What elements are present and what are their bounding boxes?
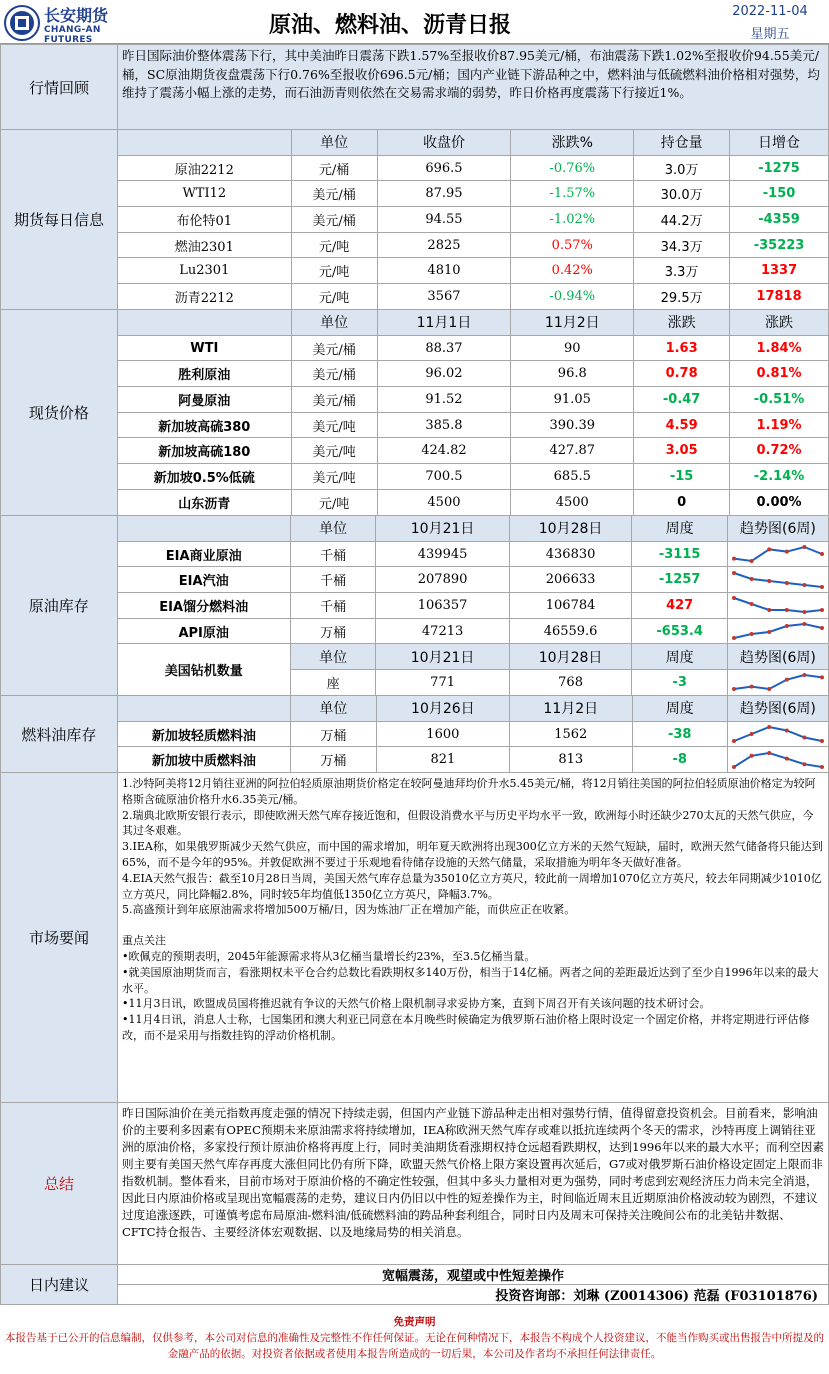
consult-text: 投资咨询部：刘琳 (Z0014306) 范磊 (F03101876)	[118, 1285, 829, 1305]
spot-header-pct: 涨跌	[730, 310, 829, 336]
table-row	[1, 258, 829, 284]
inv-w1: 106357	[376, 593, 509, 619]
spot-header-d2: 11月2日	[511, 310, 634, 336]
futures-doi: -1275	[730, 155, 829, 181]
spot-unit: 美元/桶	[291, 335, 377, 361]
fuel-header-w1: 10月26日	[376, 696, 509, 722]
futures-doi: -4359	[730, 207, 829, 233]
futures-name: WTI12	[117, 181, 291, 207]
spot-pct: -2.14%	[730, 464, 829, 490]
rig-w2: 768	[509, 670, 632, 696]
review-label: 行情回顾	[1, 45, 118, 130]
futures-unit: 元/吨	[291, 258, 377, 284]
futures-name: Lu2301	[117, 258, 291, 284]
fuel-unit: 万桶	[291, 721, 377, 747]
inv-unit: 千桶	[290, 541, 376, 567]
table-row	[1, 438, 829, 464]
futures-close: 3567	[377, 284, 511, 310]
table-row	[1, 464, 829, 490]
spot-unit: 美元/桶	[291, 387, 377, 413]
table-row	[1, 335, 829, 361]
sparkline-chart	[730, 543, 826, 565]
fuel-w2: 1562	[510, 721, 632, 747]
rig-header-trend: 趋势图(6周)	[727, 644, 828, 670]
futures-chg: -0.94%	[511, 284, 634, 310]
spot-chg: -15	[634, 464, 730, 490]
spot-d2: 390.39	[511, 412, 634, 438]
spot-header-unit: 单位	[291, 310, 377, 336]
inventory-header-chg: 周度	[632, 516, 728, 542]
spot-header-chg: 涨跌	[634, 310, 730, 336]
fuel-header-trend: 趋势图(6周)	[727, 696, 828, 722]
futures-table	[0, 129, 829, 310]
table-row	[1, 567, 829, 593]
inv-unit: 千桶	[290, 567, 376, 593]
inv-unit: 万桶	[290, 618, 376, 644]
weekday-text: 星期五	[750, 27, 790, 42]
inv-name: EIA汽油	[117, 567, 290, 593]
sparkline-point	[785, 678, 789, 682]
fuel-chg: -38	[632, 721, 727, 747]
spot-pct: 0.81%	[730, 361, 829, 387]
summary-label: 总结	[1, 1103, 118, 1265]
futures-oi: 3.3万	[634, 258, 730, 284]
sparkline-point	[802, 673, 806, 677]
futures-close: 94.55	[377, 207, 511, 233]
fuel-w1: 821	[376, 747, 509, 773]
inv-w1: 207890	[376, 567, 509, 593]
news-item: 4.EIA天然气报告：截至10月28日当周，美国天然气库存总量为35010亿立方英尺，较此前一周增加1070亿立方英尺，较去年同期减少1010亿立方英尺，同比降幅2.8%，同时较5年均值低1350亿立方英尺，降幅3.7%。	[122, 871, 822, 901]
inv-name: EIA馏分燃料油	[117, 593, 290, 619]
spot-label: 现货价格	[1, 310, 118, 516]
futures-header-oi: 持仓量	[634, 130, 730, 156]
spot-header-blank	[117, 310, 291, 336]
sparkline-point	[767, 725, 771, 729]
date-text: 2022-11-04	[732, 4, 808, 19]
spot-chg: 0	[634, 489, 730, 515]
fuel-header-chg: 周度	[632, 696, 727, 722]
fuel-w1: 1600	[376, 721, 509, 747]
sparkline-point	[732, 596, 736, 600]
sparkline-point	[802, 610, 806, 614]
spot-d1: 88.37	[377, 335, 511, 361]
futures-name: 燃油2301	[117, 232, 291, 258]
futures-chg: -1.02%	[511, 207, 634, 233]
spot-name: 新加坡高硫380	[117, 412, 291, 438]
futures-unit: 元/吨	[291, 284, 377, 310]
futures-label: 期货每日信息	[1, 130, 118, 310]
table-row	[1, 361, 829, 387]
spot-unit: 美元/吨	[291, 438, 377, 464]
futures-unit: 美元/桶	[291, 181, 377, 207]
spot-unit: 美元/桶	[291, 361, 377, 387]
spot-name: 阿曼原油	[117, 387, 291, 413]
table-row	[1, 747, 829, 773]
spot-d1: 700.5	[377, 464, 511, 490]
advice-section	[0, 1264, 829, 1305]
inv-chg: -3115	[632, 541, 728, 567]
sparkline-chart	[730, 723, 826, 745]
sparkline-point	[767, 547, 771, 551]
sparkline-point	[732, 571, 736, 575]
futures-unit: 元/桶	[291, 155, 377, 181]
rig-header-w2: 10月28日	[509, 644, 632, 670]
inv-w2: 46559.6	[509, 618, 632, 644]
sparkline-point	[785, 608, 789, 612]
sparkline-point	[820, 739, 824, 743]
futures-chg: 0.57%	[511, 232, 634, 258]
sparkline-point	[750, 685, 754, 689]
focus-item: •欧佩克的预期表明，2045年能源需求将从3亿桶当量增长约23%，至3.5亿桶当量。	[122, 949, 536, 963]
inventory-header-unit: 单位	[290, 516, 376, 542]
sparkline-point	[802, 545, 806, 549]
sparkline-point	[767, 687, 771, 691]
spot-d2: 90	[511, 335, 634, 361]
fuel-unit: 万桶	[291, 747, 377, 773]
inv-trend	[727, 618, 828, 644]
sparkline-point	[732, 739, 736, 743]
rig-w1: 771	[376, 670, 509, 696]
sparkline-line	[734, 547, 822, 561]
sparkline-point	[785, 581, 789, 585]
futures-name: 沥青2212	[117, 284, 291, 310]
table-row	[1, 618, 829, 644]
spot-pct: 1.84%	[730, 335, 829, 361]
sparkline-point	[802, 622, 806, 626]
inventory-header-w2: 10月28日	[509, 516, 632, 542]
disclaimer-text: 本报告基于已公开的信息编制，仅供参考，本公司对信息的准确性及完整性不作任何保证。无论在何种情况下，本报告不构成个人投资建议，不能当作购买或出售报告中所提及的金融产品的依据。对投资者依据或者使用本报告所造成的一切后果，本公司及作者均不承担任何法律责任。	[5, 1332, 824, 1360]
fuel-header-blank	[117, 696, 290, 722]
news-label: 市场要闻	[1, 773, 118, 1103]
sparkline-line	[734, 573, 822, 587]
futures-chg: -1.57%	[511, 181, 634, 207]
sparkline-point	[732, 557, 736, 561]
futures-header-doi: 日增仓	[730, 130, 829, 156]
news-content	[118, 773, 829, 1103]
table-row	[1, 593, 829, 619]
focus-item: •11月4日讯，消息人士称，七国集团和澳大利亚已同意在本月晚些时候确定为俄罗斯石油价格上限时设定一个固定价格，并将定期进行评估修改，而不是采用与指数挂钩的浮动价格机制。	[122, 1013, 810, 1042]
spot-pct: 0.72%	[730, 438, 829, 464]
spot-d1: 96.02	[377, 361, 511, 387]
futures-chg: 0.42%	[511, 258, 634, 284]
futures-name: 布伦特01	[117, 207, 291, 233]
spot-d2: 96.8	[511, 361, 634, 387]
futures-header-blank	[117, 130, 291, 156]
inv-trend	[727, 593, 828, 619]
futures-close: 2825	[377, 232, 511, 258]
table-row	[1, 155, 829, 181]
inv-w2: 436830	[509, 541, 632, 567]
table-row	[1, 412, 829, 438]
focus-item: •11月3日讯，欧盟成员国将推迟就有争议的天然气价格上限机制寻求妥协方案，直到下周召开有关该问题的技术研讨会。	[122, 997, 711, 1011]
sparkline-chart	[730, 569, 826, 591]
rig-header-w1: 10月21日	[376, 644, 509, 670]
spot-pct: 1.19%	[730, 412, 829, 438]
sparkline-point	[732, 765, 736, 769]
fuel-trend	[727, 721, 828, 747]
sparkline-chart	[730, 671, 826, 693]
sparkline-point	[820, 765, 824, 769]
table-row	[1, 284, 829, 310]
inv-trend	[727, 567, 828, 593]
inv-w2: 106784	[509, 593, 632, 619]
inventory-header-w1: 10月21日	[376, 516, 509, 542]
table-row	[1, 541, 829, 567]
futures-header-unit: 单位	[291, 130, 377, 156]
rig-header-chg: 周度	[632, 644, 728, 670]
summary-section	[0, 1102, 829, 1265]
sparkline-point	[767, 751, 771, 755]
fuel-inventory-table	[0, 695, 829, 773]
news-section	[0, 772, 829, 1103]
sparkline-point	[785, 624, 789, 628]
futures-unit: 美元/桶	[291, 207, 377, 233]
futures-oi: 44.2万	[634, 207, 730, 233]
sparkline-point	[750, 577, 754, 581]
fuel-header-w2: 11月2日	[510, 696, 632, 722]
spot-pct: 0.00%	[730, 489, 829, 515]
sparkline-point	[820, 676, 824, 680]
inv-w2: 206633	[509, 567, 632, 593]
spot-unit: 美元/吨	[291, 464, 377, 490]
spot-name: 胜利原油	[117, 361, 291, 387]
futures-chg: -0.76%	[511, 155, 634, 181]
sparkline-point	[820, 552, 824, 556]
spot-d1: 91.52	[377, 387, 511, 413]
spot-name: 新加坡高硫180	[117, 438, 291, 464]
rig-trend	[727, 670, 828, 696]
inv-w1: 47213	[376, 618, 509, 644]
fuel-name: 新加坡轻质燃料油	[117, 721, 290, 747]
futures-doi: 17818	[730, 284, 829, 310]
spot-d2: 91.05	[511, 387, 634, 413]
table-row	[1, 387, 829, 413]
sparkline-point	[732, 687, 736, 691]
advice-text: 宽幅震荡，观望或中性短差操作	[118, 1265, 829, 1285]
sparkline-point	[802, 762, 806, 766]
spot-d2: 685.5	[511, 464, 634, 490]
sparkline-point	[802, 736, 806, 740]
futures-header-close: 收盘价	[377, 130, 511, 156]
spot-d1: 385.8	[377, 412, 511, 438]
spot-chg: -0.47	[634, 387, 730, 413]
spot-d2: 4500	[511, 489, 634, 515]
table-row	[1, 232, 829, 258]
focus-item: •就美国原油期货而言，看涨期权未平仓合约总数比看跌期权多140万份，相当于14亿桶。两者之间的差距最近达到了至少自1996年以来的最大水平。	[122, 965, 819, 995]
futures-doi: -150	[730, 181, 829, 207]
sparkline-point	[767, 579, 771, 583]
spot-name: 新加坡0.5%低硫	[117, 464, 291, 490]
sparkline-point	[750, 632, 754, 636]
fuel-header-unit: 单位	[291, 696, 377, 722]
futures-doi: 1337	[730, 258, 829, 284]
futures-unit: 元/吨	[291, 232, 377, 258]
sparkline-point	[767, 608, 771, 612]
sparkline-point	[785, 729, 789, 733]
fuel-inventory-label: 燃料油库存	[1, 696, 118, 773]
table-row	[1, 721, 829, 747]
logo-cn: 长安期货	[44, 6, 109, 25]
sparkline-point	[750, 732, 754, 736]
sparkline-point	[750, 754, 754, 758]
inv-unit: 千桶	[290, 593, 376, 619]
futures-oi: 3.0万	[634, 155, 730, 181]
sparkline-point	[820, 608, 824, 612]
review-text: 昨日国际油价整体震荡下行，其中美油昨日震荡下跌1.57%至报收价87.95美元/桶，布油震荡下跌1.02%至报收价94.55美元/桶，SC原油期货夜盘震荡下行0.76%至报收价696.5元/桶；国内产业链下游品种之中，燃料油与低硫燃料油价格相对强势，均维持了震荡小幅上涨的走势，而石油沥青则依然在交易需求端的弱势，昨日价格再度震荡下行接近1%。	[118, 45, 829, 130]
spot-d1: 4500	[377, 489, 511, 515]
sparkline-point	[750, 602, 754, 606]
table-row	[1, 181, 829, 207]
spot-chg: 3.05	[634, 438, 730, 464]
futures-oi: 30.0万	[634, 181, 730, 207]
inv-trend	[727, 541, 828, 567]
news-item: 3.IEA称，如果俄罗斯减少天然气供应，而中国的需求增加，明年夏天欧洲将出现300亿立方米的天然气短缺，届时，欧洲天然气储备将只能达到65%，而不是今年的95%。并敦促欧洲不要过于乐观地看待储存设施的天然气储量，采取措施为明年冬天做好准备。	[122, 840, 823, 869]
rig-name: 美国钻机数量	[117, 644, 290, 695]
futures-doi: -35223	[730, 232, 829, 258]
report-title: 原油、燃料油、沥青日报	[268, 13, 511, 38]
disclaimer-title: 免责声明	[393, 1316, 436, 1328]
futures-close: 696.5	[377, 155, 511, 181]
futures-close: 87.95	[377, 181, 511, 207]
spot-table	[0, 309, 829, 516]
rig-chg: -3	[632, 670, 728, 696]
inv-chg: -653.4	[632, 618, 728, 644]
inv-name: API原油	[117, 618, 290, 644]
sparkline-point	[802, 583, 806, 587]
rig-unit: 座	[290, 670, 376, 696]
advice-label: 日内建议	[1, 1265, 118, 1305]
news-item: 1.沙特阿美将12月销往亚洲的阿拉伯轻质原油期货价格定在较阿曼迪拜均价升水5.45美元/桶，将12月销往美国的阿拉伯轻质原油价格定为较阿格斯含硫原油价格升水6.35美元/桶。	[122, 777, 816, 806]
sparkline-line	[734, 624, 822, 638]
sparkline-point	[750, 559, 754, 563]
sparkline-chart	[730, 620, 826, 642]
news-item: 2.瑞典北欧斯安银行表示，即使欧洲天然气库存接近饱和，但假设消费水平与历史平均水平一致，欧洲每小时还缺少270太瓦的天然气供应，今其过冬艰难。	[122, 808, 814, 838]
sparkline-chart	[730, 749, 826, 771]
sparkline-chart	[730, 594, 826, 616]
sparkline-point	[767, 630, 771, 634]
report-header	[0, 0, 829, 44]
sparkline-point	[732, 636, 736, 640]
sparkline-line	[734, 753, 822, 767]
inv-name: EIA商业原油	[117, 541, 290, 567]
fuel-w2: 813	[510, 747, 632, 773]
report-date	[725, 4, 815, 42]
focus-title: 重点关注	[122, 934, 166, 948]
sparkline-point	[785, 756, 789, 760]
spot-name: 山东沥青	[117, 489, 291, 515]
review-section	[0, 44, 829, 130]
fuel-chg: -8	[632, 747, 727, 773]
rig-header-unit: 单位	[290, 644, 376, 670]
futures-close: 4810	[377, 258, 511, 284]
fuel-name: 新加坡中质燃料油	[117, 747, 290, 773]
spot-unit: 美元/吨	[291, 412, 377, 438]
futures-oi: 34.3万	[634, 232, 730, 258]
spot-pct: -0.51%	[730, 387, 829, 413]
sparkline-point	[820, 585, 824, 589]
inventory-header-blank	[117, 516, 290, 542]
company-logo	[4, 3, 144, 43]
inventory-header-trend: 趋势图(6周)	[727, 516, 828, 542]
spot-name: WTI	[117, 335, 291, 361]
inv-chg: -1257	[632, 567, 728, 593]
futures-name: 原油2212	[117, 155, 291, 181]
inv-w1: 439945	[376, 541, 509, 567]
summary-text: 昨日国际油价在美元指数再度走强的情况下持续走弱，但国内产业链下游品种走出相对强势行情，值得留意投资机会。目前看来，影响油价的主要利多因素有OPEC预期未来原油需求将持续增加，IEA称欧洲天然气库存或难以抵抗连续两个冬天的需求，沙特再度上调销往亚洲的原油价格，多家投行预计原油价格将再度上行，同时美油期货看涨期权持仓远超看跌期权，达到1996年以来的最大水平；而利空因素则主要有美国天然气库存再度大涨但同比仍有所下降，欧盟天然气价格上限方案设置再次延后，G7或对俄罗斯石油价格设定固定上限而非指数机制。整体看来，目前市场对于原油价格的不确定性较强，但其中多头力量相对更为强势，同时考虑到宏观经济压力尚未完全消退，因此日内原油价格或呈现出宽幅震荡的走势，建议日内仍旧以中性的短差操作为主，时间临近周末且近期原油价格波动较为剧烈，不建议过度追涨逐跌，可谨慎考虑布局原油-燃料油/低硫燃料油的跨品种套利组合，同时日内及周末可保持关注晚间公布的北美钻井数据、CFTC持仓报告、主要经济体宏观数据、以及地缘局势的相关消息。	[118, 1103, 829, 1265]
sparkline-point	[785, 550, 789, 554]
spot-chg: 0.78	[634, 361, 730, 387]
sparkline-line	[734, 675, 822, 689]
inv-chg: 427	[632, 593, 728, 619]
sparkline-point	[820, 626, 824, 630]
spot-chg: 4.59	[634, 412, 730, 438]
spot-chg: 1.63	[634, 335, 730, 361]
logo-emblem-icon	[4, 5, 40, 41]
inventory-table	[0, 515, 829, 696]
inventory-label: 原油库存	[1, 516, 118, 696]
spot-header-d1: 11月1日	[377, 310, 511, 336]
sparkline-line	[734, 727, 822, 741]
spot-d2: 427.87	[511, 438, 634, 464]
logo-en: CHANG-AN FUTURES	[44, 25, 101, 45]
sparkline-line	[734, 598, 822, 612]
futures-oi: 29.5万	[634, 284, 730, 310]
table-row	[1, 489, 829, 515]
spot-unit: 元/吨	[291, 489, 377, 515]
disclaimer	[0, 1314, 829, 1362]
table-row	[1, 207, 829, 233]
fuel-trend	[727, 747, 828, 773]
spot-d1: 424.82	[377, 438, 511, 464]
futures-header-chg: 涨跌%	[511, 130, 634, 156]
news-item: 5.高盛预计到年底原油需求将增加500万桶/日，因为炼油厂正在增加产能，而供应正在收紧。	[122, 903, 576, 917]
